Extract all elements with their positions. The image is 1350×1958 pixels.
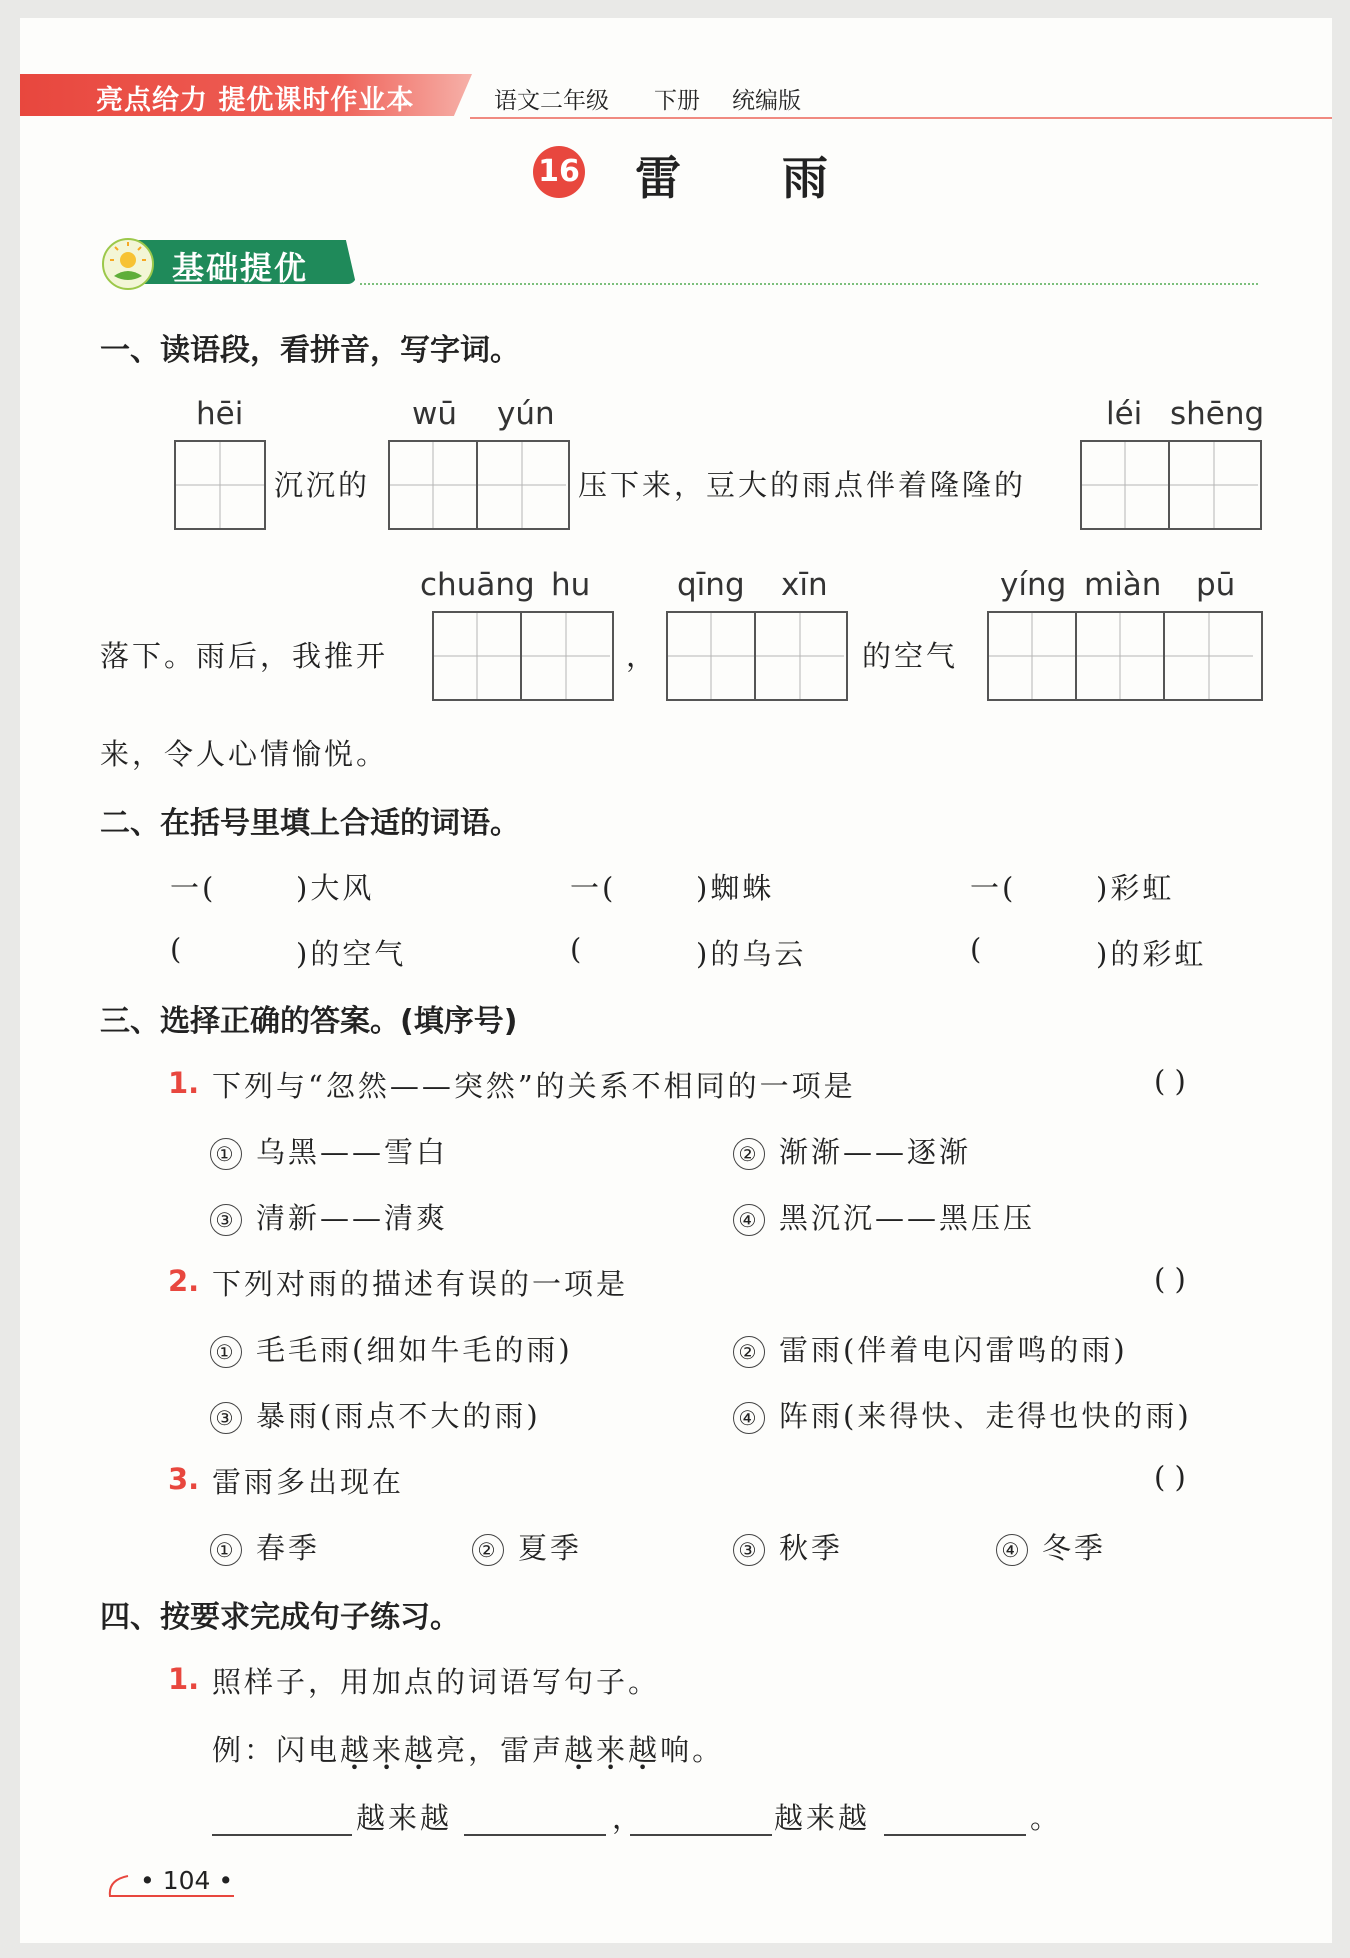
q3-2-option-3: ③ 暴雨(雨点不大的雨) <box>210 1394 541 1435</box>
banner-dotted-rule <box>360 283 1258 285</box>
dotted-char: 越 <box>340 1733 373 1767</box>
write-grid-hei[interactable] <box>174 440 266 530</box>
answer-blank-2[interactable] <box>464 1834 606 1836</box>
q3-1-option-2: ② 渐渐——逐渐 <box>733 1130 971 1171</box>
q2-item-5-prefix: ( <box>570 932 585 966</box>
write-grid-leisheng[interactable] <box>1080 440 1262 530</box>
volume-label: 下册 <box>654 88 700 114</box>
passage-text-5: 的空气 <box>862 639 959 673</box>
dotted-char: 来 <box>596 1733 629 1767</box>
pinyin-pu: pū <box>1196 567 1236 603</box>
q4-heading: 四、按要求完成句子练习。 <box>100 1600 460 1635</box>
q3-3-option-1: ① 春季 <box>210 1526 320 1567</box>
fill-comma: ， <box>612 1801 645 1835</box>
pinyin-yun: yún <box>497 396 555 432</box>
pinyin-mian: miàn <box>1084 567 1162 603</box>
q3-2-option-1: ① 毛毛雨(细如牛毛的雨) <box>210 1328 573 1369</box>
write-grid-qingxin[interactable] <box>666 611 848 701</box>
dotted-char: 越 <box>628 1733 661 1767</box>
q3-2-number: 2. <box>168 1264 200 1298</box>
q3-1-number: 1. <box>168 1066 200 1100</box>
dotted-char: 来 <box>372 1733 405 1767</box>
dotted-char: 越 <box>404 1733 437 1767</box>
fill-word-2: 越来越 <box>774 1801 871 1835</box>
q3-2-option-2: ② 雷雨(伴着电闪雷鸣的雨) <box>733 1328 1128 1369</box>
page-number: • 104 • <box>140 1866 234 1895</box>
q4-1-number: 1. <box>168 1662 200 1696</box>
q3-2-answer-paren[interactable]: ( ) <box>1154 1262 1186 1296</box>
q3-3-text: 雷雨多出现在 <box>212 1465 405 1499</box>
q2-item-4-prefix: ( <box>170 932 185 966</box>
q3-3-number: 3. <box>168 1462 200 1496</box>
q2-item-4-suffix: )的空气 <box>296 937 407 971</box>
q2-item-1-prefix: 一( <box>170 871 217 905</box>
q2-item-3-suffix: )彩虹 <box>1096 871 1175 905</box>
write-grid-wuyun[interactable] <box>388 440 570 530</box>
q2-item-2-suffix: )蜘蛛 <box>696 871 775 905</box>
pinyin-wu: wū <box>412 396 458 432</box>
q2-item-6-suffix: )的彩虹 <box>1096 937 1207 971</box>
q2-item-2-prefix: 一( <box>570 871 617 905</box>
q1-heading: 一、读语段，看拼音，写字词。 <box>100 333 520 368</box>
q3-2-option-4: ④ 阵雨(来得快、走得也快的雨) <box>733 1394 1192 1435</box>
header-rule <box>470 117 1332 119</box>
q2-item-6-prefix: ( <box>970 932 985 966</box>
passage-text-4: ， <box>626 639 659 673</box>
answer-blank-1[interactable] <box>212 1834 352 1836</box>
q3-3-option-3: ③ 秋季 <box>733 1526 843 1567</box>
q3-1-option-1: ① 乌黑——雪白 <box>210 1130 448 1171</box>
answer-blank-4[interactable] <box>884 1834 1026 1836</box>
pinyin-hei: hēi <box>196 396 244 432</box>
fill-word-1: 越来越 <box>356 1801 453 1835</box>
passage-text-2: 压下来，豆大的雨点伴着隆隆的 <box>578 468 1027 502</box>
series-title: 亮点给力 提优课时作业本 <box>96 85 415 116</box>
q3-1-answer-paren[interactable]: ( ) <box>1154 1064 1186 1098</box>
passage-text-1: 沉沉的 <box>274 468 371 502</box>
pinyin-chuang: chuāng <box>420 567 535 603</box>
q3-1-option-4: ④ 黑沉沉——黑压压 <box>733 1196 1035 1237</box>
lesson-title-char-2: 雨 <box>782 151 828 205</box>
passage-text-6: 来，令人心情愉悦。 <box>100 737 389 771</box>
lesson-number-badge: 16 <box>533 146 585 198</box>
sun-sprout-icon <box>102 238 154 290</box>
section-banner-label: 基础提优 <box>172 249 309 287</box>
q3-1-option-3: ③ 清新——清爽 <box>210 1196 448 1237</box>
pinyin-xin: xīn <box>781 567 828 603</box>
example-sentence: 例：闪电越来越亮，雷声越来越响。 <box>212 1728 724 1769</box>
answer-blank-3[interactable] <box>630 1834 772 1836</box>
passage-text-3: 落下。雨后，我推开 <box>100 639 389 673</box>
dotted-char: 越 <box>564 1733 597 1767</box>
q3-1-text: 下列与“忽然——突然”的关系不相同的一项是 <box>212 1069 856 1103</box>
pinyin-qing: qīng <box>677 567 745 603</box>
q4-1-text: 照样子，用加点的词语写句子。 <box>212 1665 661 1699</box>
fill-period: 。 <box>1030 1801 1063 1835</box>
pinyin-ying: yíng <box>1000 567 1067 603</box>
pinyin-hu: hu <box>551 567 591 603</box>
subject-label: 语文二年级 <box>494 88 609 114</box>
pinyin-lei: léi <box>1106 396 1143 432</box>
page-background <box>20 18 1332 1943</box>
q2-item-3-prefix: 一( <box>970 871 1017 905</box>
write-grid-chuanghu[interactable] <box>432 611 614 701</box>
q3-heading: 三、选择正确的答案。(填序号) <box>100 1004 518 1039</box>
q3-2-text: 下列对雨的描述有误的一项是 <box>212 1267 629 1301</box>
write-grid-yingmianpu[interactable] <box>987 611 1263 701</box>
q2-item-1-suffix: )大风 <box>296 871 375 905</box>
edition-label: 统编版 <box>732 88 801 114</box>
pinyin-sheng: shēng <box>1170 396 1265 432</box>
lesson-title-char-1: 雷 <box>635 151 681 205</box>
q3-3-option-4: ④ 冬季 <box>996 1526 1106 1567</box>
q3-3-answer-paren[interactable]: ( ) <box>1154 1460 1186 1494</box>
q2-item-5-suffix: )的乌云 <box>696 937 807 971</box>
q2-heading: 二、在括号里填上合适的词语。 <box>100 806 520 841</box>
q3-3-option-2: ② 夏季 <box>472 1526 582 1567</box>
